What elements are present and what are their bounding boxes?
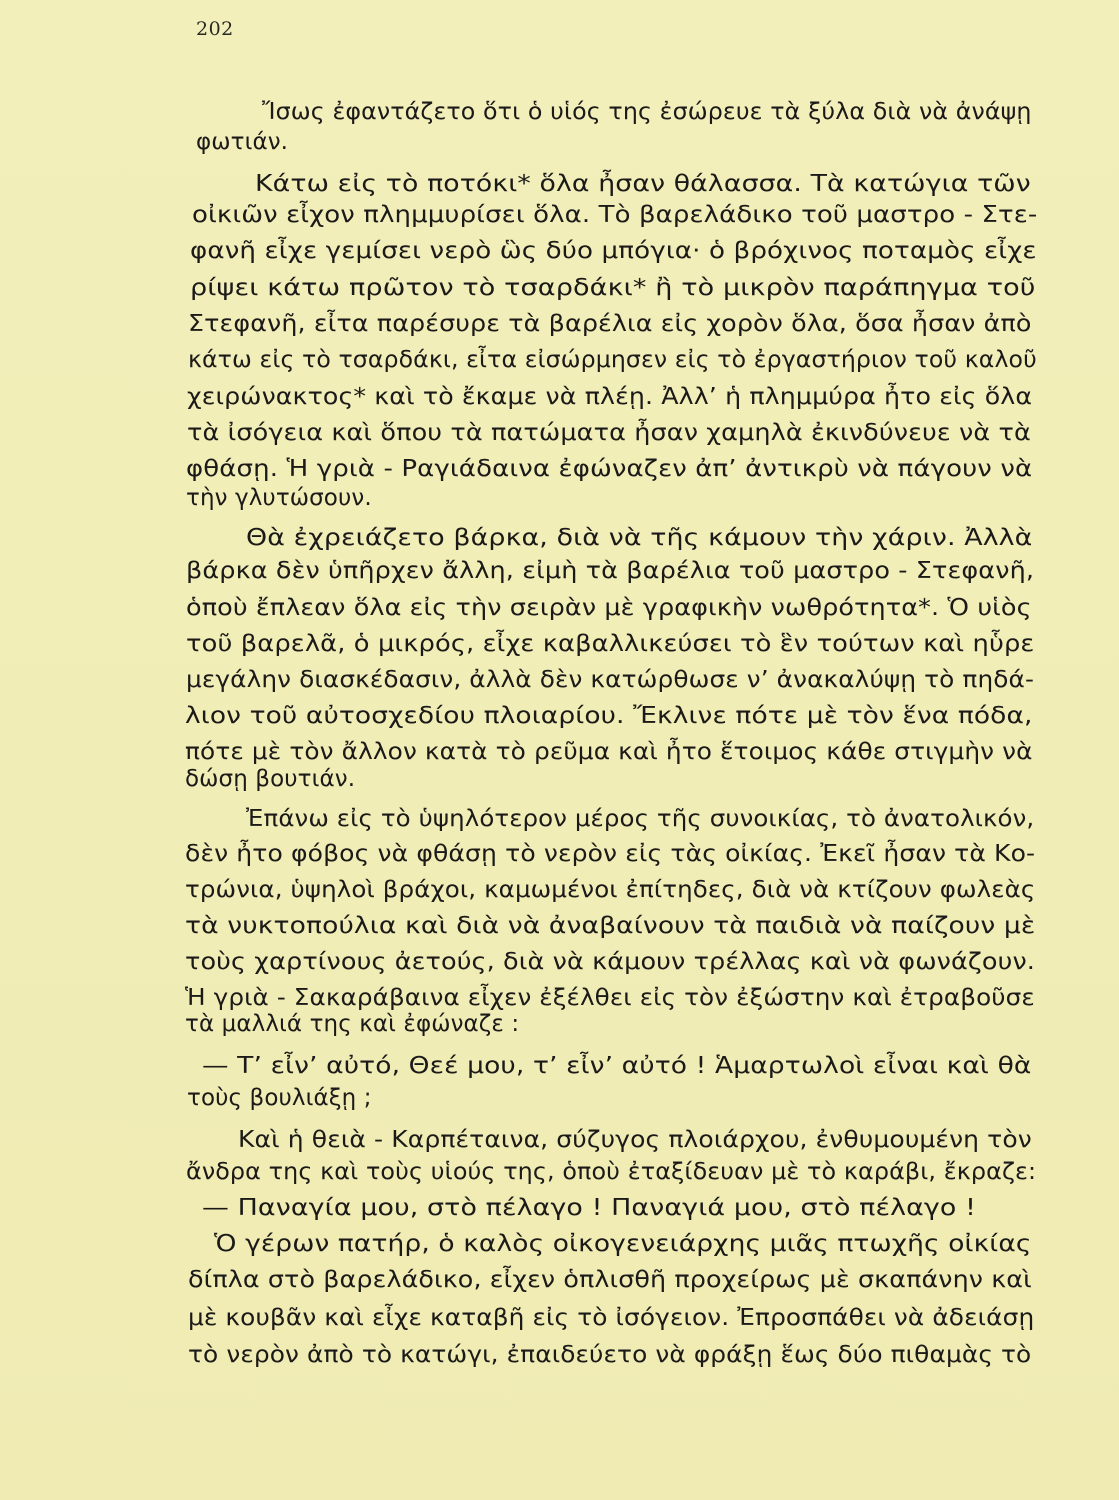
text-line: λιον τοῦ αὐτοσχεδίου πλοιαρίου. Ἔκλινε πότε μὲ τὸν ἕνα πόδα, (185, 703, 1033, 729)
text-line: τοῦ βαρελᾶ, ὁ μικρός, εἶχε καβαλλικεύσει τὸ ἓν τούτων καὶ ηὗρε (186, 631, 1035, 657)
text-line: τρώνια, ὑψηλοὶ βράχοι, καμωμένοι ἐπίτηδες, διὰ νὰ κτίζουν φωλεὰς (185, 877, 1036, 903)
text-line: ἄνδρα της καὶ τοὺς υἱούς της, ὁποὺ ἐταξίδευαν μὲ τὸ καράβι, ἔκραζε: (186, 1159, 1037, 1185)
text-line: τὰ νυκτοπούλια καὶ διὰ νὰ ἀναβαίνουν τὰ παιδιὰ νὰ παίζουν μὲ (185, 913, 1036, 939)
text-line: ρίψει κάτω πρῶτον τὸ τσαρδάκι* ἢ τὸ μικρὸν παράπηγμα τοῦ (190, 275, 1036, 301)
text-line: βάρκα δὲν ὑπῆρχεν ἄλλη, εἰμὴ τὰ βαρέλια τοῦ μαστρο - Στεφανῆ, (186, 558, 1035, 584)
text-line: — Παναγία μου, στὸ πέλαγο ! Παναγιά μου, στὸ πέλαγο ! (202, 1195, 977, 1221)
text-line: Ἐπάνω εἰς τὸ ὑψηλότερον μέρος τῆς συνοικίας, τὸ ἀνατολικόν, (246, 806, 1035, 832)
text-line: τὸ νερὸν ἀπὸ τὸ κατώγι, ἐπαιδεύετο νὰ φράξῃ ἕως δύο πιθαμὰς τὸ (188, 1342, 1032, 1368)
text-line: χειρώνακτος* καὶ τὸ ἔκαμε νὰ πλέῃ. Ἀλλ’ ἡ πλημμύρα ἦτο εἰς ὅλα (187, 384, 1033, 410)
text-line: Θὰ ἐχρειάζετο βάρκα, διὰ νὰ τῆς κάμουν τὴν χάριν. Ἀλλὰ (246, 525, 1033, 551)
text-line: μὲ κουβᾶν καὶ εἶχε καταβῆ εἰς τὸ ἰσόγειον. Ἐπροσπάθει νὰ ἀδειάσῃ (188, 1305, 1035, 1331)
text-line: Ἡ γριὰ - Σακαράβαινα εἶχεν ἐξέλθει εἰς τὸν ἐξώστην καὶ ἐτραβοῦσε (185, 985, 1035, 1011)
text-line: τὰ ἰσόγεια καὶ ὅπου τὰ πατώματα ἦσαν χαμηλὰ ἐκινδύνευε νὰ τὰ (187, 420, 1031, 446)
text-line: φανῆ εἶχε γεμίσει νερὸ ὣς δύο μπόγια· ὁ βρόχινος ποταμὸς εἶχε (190, 238, 1037, 264)
text-line: Κάτω εἰς τὸ ποτόκι* ὅλα ἦσαν θάλασσα. Τὰ κατώγια τῶν (255, 171, 1031, 197)
text-line: Ὁ γέρων πατήρ, ὁ καλὸς οἰκογενειάρχης μιᾶς πτωχῆς οἰκίας (214, 1231, 1032, 1257)
text-line: φθάσῃ. Ἡ γριὰ - Ραγιάδαινα ἐφώναζεν ἀπ’ ἀντικρὺ νὰ πάγουν νὰ (186, 456, 1033, 482)
text-line: τοὺς βουλιάξῃ ; (187, 1085, 372, 1111)
page-number: 202 (196, 18, 234, 40)
text-line: δὲν ἦτο φόβος νὰ φθάσῃ τὸ νερὸν εἰς τὰς οἰκίας. Ἐκεῖ ἦσαν τὰ Κο- (185, 841, 1036, 867)
text-line: Στεφανῆ, εἶτα παρέσυρε τὰ βαρέλια εἰς χορὸν ὅλα, ὅσα ἦσαν ἀπὸ (188, 311, 1032, 337)
text-line: πότε μὲ τὸν ἄλλον κατὰ τὸ ρεῦμα καὶ ἦτο ἕτοιμος κάθε στιγμὴν νὰ (185, 739, 1033, 765)
text-line: Καὶ ἡ θειὰ - Καρπέταινα, σύζυγος πλοιάρχου, ἐνθυμουμένη τὸν (238, 1127, 1032, 1153)
text-line: δώσῃ βουτιάν. (185, 766, 356, 792)
text-line: — Τ’ εἶν’ αὐτό, Θεέ μου, τ’ εἶν’ αὐτό ! Ἁμαρτωλοὶ εἶναι καὶ θὰ (202, 1053, 1032, 1079)
text-line: φωτιάν. (196, 129, 289, 155)
text-line: τοὺς χαρτίνους ἀετούς, διὰ νὰ κάμουν τρέλλας καὶ νὰ φωνάζουν. (185, 949, 1036, 975)
text-line: ὁποὺ ἔπλεαν ὅλα εἰς τὴν σειρὰν μὲ γραφικὴν νωθρότητα*. Ὁ υἱὸς (186, 595, 1032, 621)
text-line: οἰκιῶν εἶχον πλημμυρίσει ὅλα. Τὸ βαρελάδικο τοῦ μαστρο - Στε- (192, 202, 1038, 228)
text-line: τὰ μαλλιά της καὶ ἐφώναζε : (185, 1011, 520, 1037)
text-line: κάτω εἰς τὸ τσαρδάκι, εἶτα εἰσώρμησεν εἰς τὸ ἐργαστήριον τοῦ καλοῦ (188, 347, 1037, 373)
text-line: Ἴσως ἐφαντάζετο ὅτι ὁ υἱός της ἐσώρευε τὰ ξύλα διὰ νὰ ἀνάψῃ (262, 99, 1032, 125)
text-line: δίπλα στὸ βαρελάδικο, εἶχεν ὁπλισθῆ προχείρως μὲ σκαπάνην καὶ (188, 1267, 1032, 1293)
text-line: τὴν γλυτώσουν. (186, 485, 372, 511)
text-line: μεγάλην διασκέδασιν, ἀλλὰ δὲν κατώρθωσε ν’ ἀνακαλύψῃ τὸ πηδά- (186, 667, 1035, 693)
